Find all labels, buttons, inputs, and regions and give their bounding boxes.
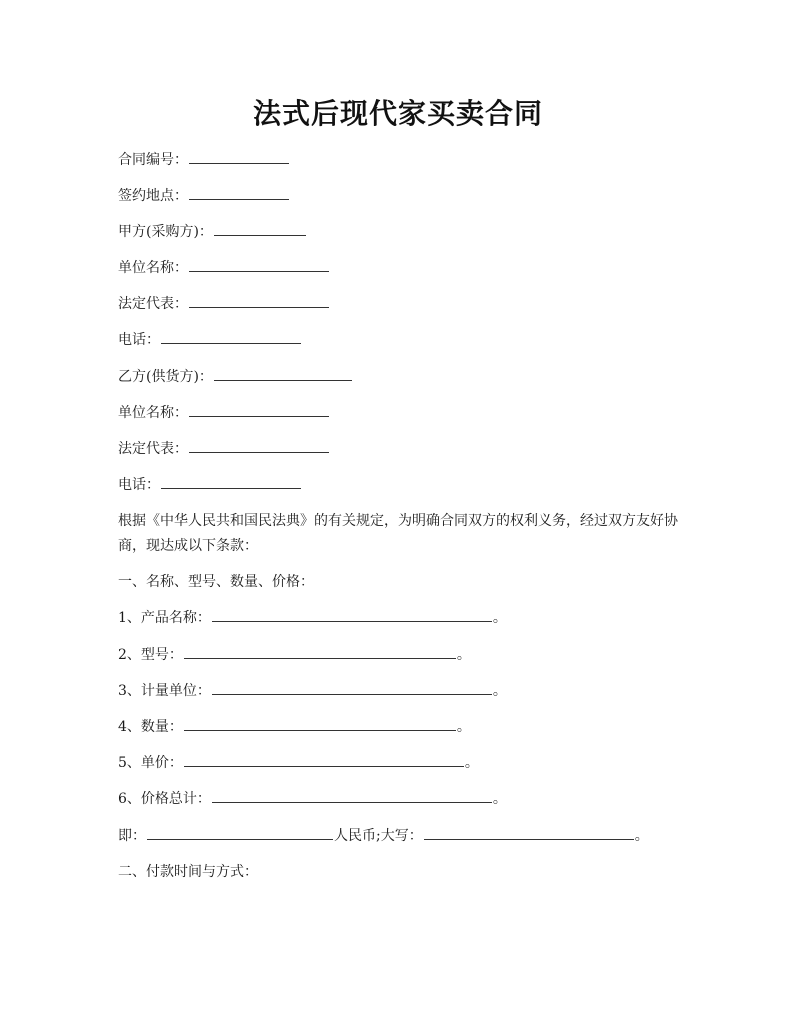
document-title: 法式后现代家买卖合同 <box>252 97 543 130</box>
party-b-phone-line <box>118 476 302 494</box>
model-blank[interactable] <box>184 646 456 659</box>
item3-label: 3、计量单位： <box>118 683 211 699</box>
product-name-blank[interactable] <box>212 609 492 622</box>
party-a-rep-label: 法定代表： <box>118 296 188 312</box>
party-b-rep-blank[interactable] <box>189 440 329 453</box>
item3-line <box>118 682 507 700</box>
item2-line <box>118 646 471 664</box>
party-a-label: 甲方(采购方)： <box>118 224 213 240</box>
party-b-unit-line <box>118 404 330 422</box>
item2-label: 2、型号： <box>118 647 183 663</box>
item4-label: 4、数量： <box>118 719 183 735</box>
contract-no-label: 合同编号： <box>118 152 188 168</box>
item1-label: 1、产品名称： <box>118 610 211 626</box>
preamble-paragraph: 根据《中华人民共和国民法典》的有关规定，为明确合同双方的权利义务，经过双方友好协商，现达成以下条款： <box>118 513 678 554</box>
sign-place-label: 签约地点： <box>118 188 188 204</box>
party-a-unit-line <box>118 259 330 277</box>
party-b-phone-blank[interactable] <box>161 476 301 489</box>
item2-period: 。 <box>456 647 471 663</box>
item1-period: 。 <box>492 610 507 626</box>
party-a-unit-blank[interactable] <box>189 259 329 272</box>
item1-line <box>118 609 507 627</box>
total-middle: 人民币;大写： <box>334 828 423 844</box>
contract-no-blank[interactable] <box>189 151 289 164</box>
item6-line <box>118 790 507 808</box>
contract-no-line <box>118 151 290 169</box>
unit-blank[interactable] <box>212 682 492 695</box>
sign-place-blank[interactable] <box>189 187 289 200</box>
party-a-blank[interactable] <box>214 223 306 236</box>
party-b-phone-label: 电话： <box>118 477 160 493</box>
item4-line <box>118 718 471 736</box>
total-prefix: 即： <box>118 828 146 844</box>
total-period: 。 <box>634 828 649 844</box>
item5-line <box>118 754 479 772</box>
item3-period: 。 <box>492 683 507 699</box>
party-b-blank[interactable] <box>214 368 352 381</box>
party-b-line <box>118 368 353 386</box>
party-a-phone-label: 电话： <box>118 332 160 348</box>
item5-period: 。 <box>464 755 479 771</box>
party-a-rep-line <box>118 295 330 313</box>
item6-period: 。 <box>492 791 507 807</box>
party-b-rep-line <box>118 440 330 458</box>
total-price-blank[interactable] <box>212 790 492 803</box>
item4-period: 。 <box>456 719 471 735</box>
party-a-phone-blank[interactable] <box>161 331 301 344</box>
unit-price-blank[interactable] <box>184 754 464 767</box>
sign-place-line <box>118 187 290 205</box>
item6-label: 6、价格总计： <box>118 791 211 807</box>
party-b-unit-blank[interactable] <box>189 404 329 417</box>
section2-heading: 二、付款时间与方式： <box>118 864 258 880</box>
total-uppercase-blank[interactable] <box>424 827 634 840</box>
party-a-unit-label: 单位名称： <box>118 260 188 276</box>
party-b-rep-label: 法定代表： <box>118 441 188 457</box>
item5-label: 5、单价： <box>118 755 183 771</box>
party-a-rep-blank[interactable] <box>189 295 329 308</box>
party-b-unit-label: 单位名称： <box>118 405 188 421</box>
quantity-blank[interactable] <box>184 718 456 731</box>
party-a-line <box>118 223 307 241</box>
total-line <box>118 827 649 845</box>
section1-heading: 一、名称、型号、数量、价格： <box>118 574 314 590</box>
party-a-phone-line <box>118 331 302 349</box>
party-b-label: 乙方(供货方)： <box>118 369 213 385</box>
total-amount-blank[interactable] <box>147 827 333 840</box>
